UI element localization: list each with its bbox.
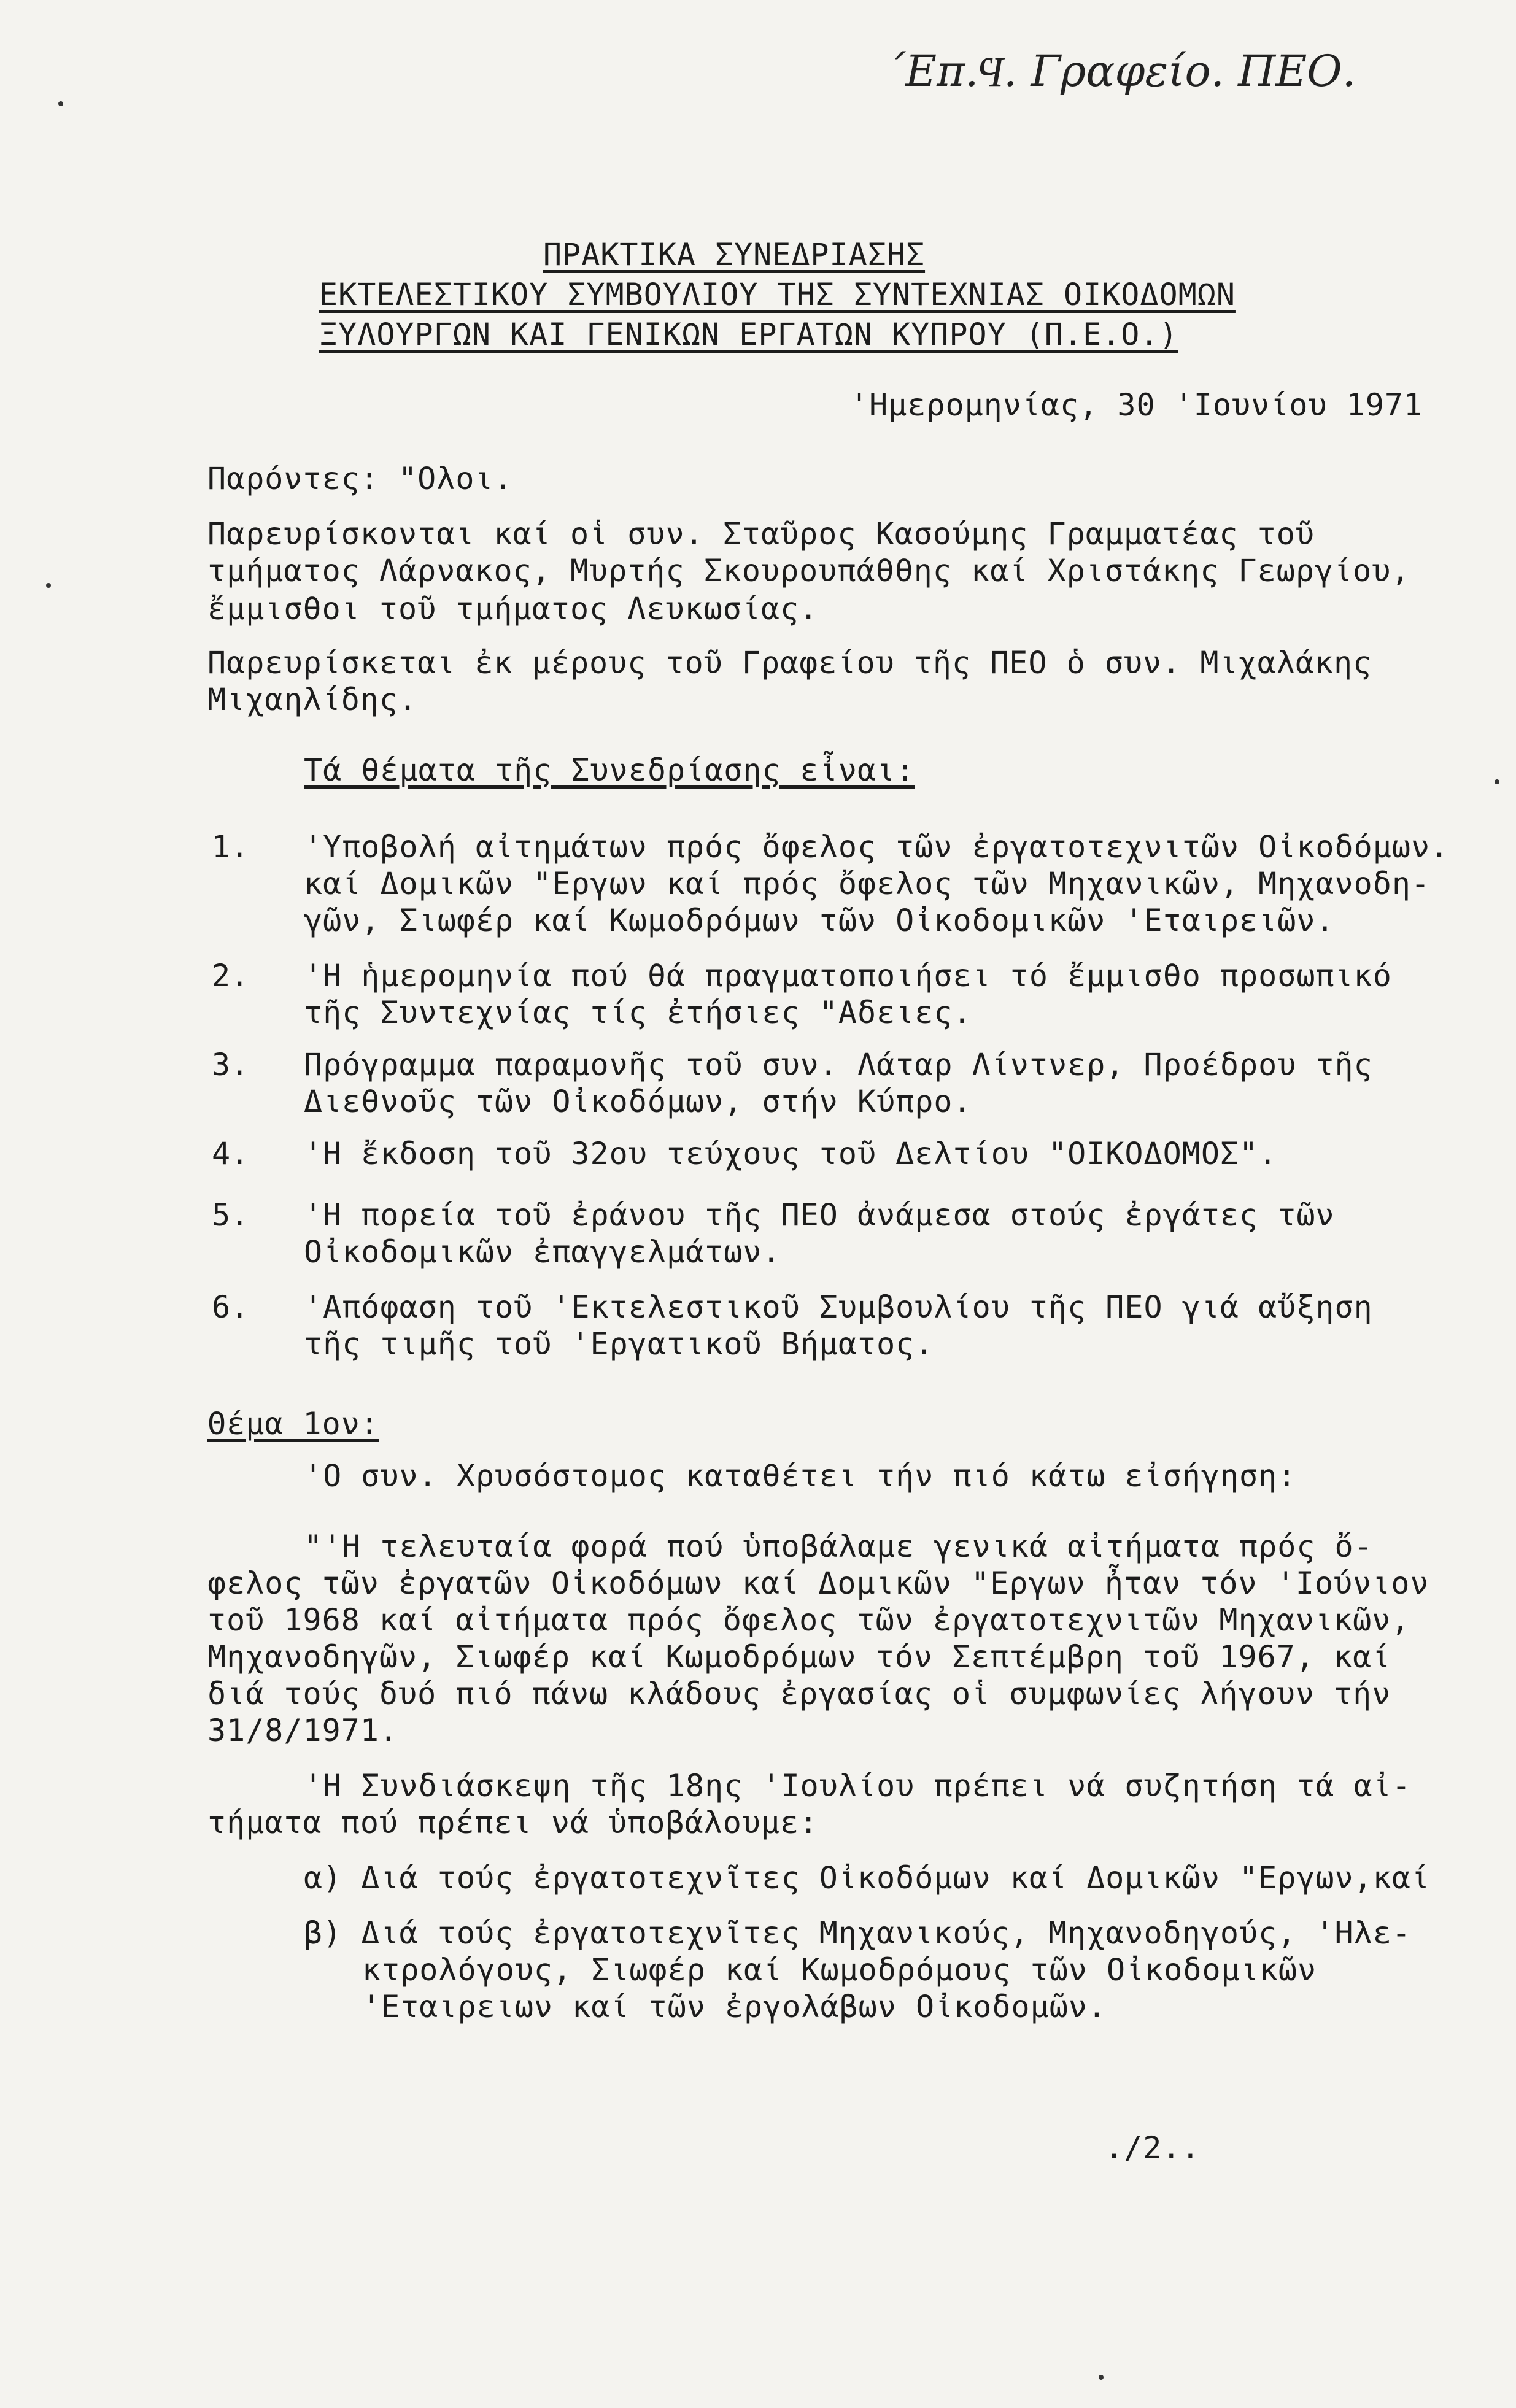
- topic1-sub-b-line2: κτρολόγους, Σιωφέρ καί Κωμοδρόμους τῶν Οἰκοδομικῶν: [362, 1952, 1317, 1988]
- agenda-item-3-line1: Πρόγραμμα παραμονῆς τοῦ συν. Λάταρ Λίντνερ, Προέδρου τῆς: [304, 1047, 1373, 1082]
- agenda-heading: Τά θέματα τῆς Συνεδρίασης εἶναι:: [304, 752, 915, 788]
- topic1-sub-a: α) Διά τούς ἐργατοτεχνῖτες Οἰκοδόμων καί Δομικῶν "Εργων,καί: [304, 1860, 1431, 1896]
- agenda-item-4-line1: 'Η ἔκδοση τοῦ 32ου τεύχους τοῦ Δελτίου "ΟΙΚΟΔΟΜΟΣ".: [304, 1136, 1278, 1171]
- agenda-item-5-line1: 'Η πορεία τοῦ ἐράνου τῆς ΠΕΟ ἀνάμεσα στούς ἐργάτες τῶν: [304, 1197, 1335, 1233]
- scan-speck: [1099, 2375, 1104, 2380]
- present-line: Παρόντες: "Ολοι.: [207, 461, 513, 496]
- title-line-3: ΞΥΛΟΥΡΓΩΝ ΚΑΙ ΓΕΝΙΚΩΝ ΕΡΓΑΤΩΝ ΚΥΠΡΟΥ (Π.Ε.Ο.): [319, 317, 1178, 352]
- attendance-para2-line2: Μιχαηλίδης.: [207, 682, 418, 717]
- agenda-item-6-line1: 'Απόφαση τοῦ 'Εκτελεστικοῦ Συμβουλίου τῆς ΠΕΟ γιά αὔξηση: [304, 1289, 1373, 1325]
- topic1-heading: Θέμα 1ον:: [207, 1406, 379, 1441]
- topic1-quote1-line1: "'Η τελευταία φορά πού ὑποβάλαμε γενικά αἰτήματα πρός ὄ-: [304, 1529, 1373, 1564]
- agenda-item-number: 1.: [212, 829, 249, 865]
- agenda-item-1-line3: γῶν, Σιωφέρ καί Κωμοδρόμων τῶν Οἰκοδομικῶν 'Εταιρειῶν.: [304, 903, 1335, 938]
- agenda-item-number: 5.: [212, 1197, 249, 1233]
- agenda-item-number: 2.: [212, 958, 249, 994]
- agenda-item-6-line2: τῆς τιμῆς τοῦ 'Εργατικοῦ Βήματος.: [304, 1326, 934, 1362]
- scan-speck: [58, 101, 63, 106]
- attendance-para1-line2: τμήματος Λάρνακος, Μυρτής Σκουρουπάθθης καί Χριστάκης Γεωργίου,: [207, 553, 1410, 588]
- agenda-item-2-line2: τῆς Συντεχνίας τίς ἐτήσιες "Αδειες.: [304, 995, 972, 1030]
- agenda-item-1-line1: 'Υποβολή αἰτημάτων πρός ὄφελος τῶν ἐργατοτεχνιτῶν Οἰκοδόμων.: [304, 829, 1450, 865]
- agenda-item-2-line1: 'Η ἡμερομηνία πού θά πραγματοποιήσει τό ἔμμισθο προσωπικό: [304, 958, 1392, 994]
- topic1-intro: 'Ο συν. Χρυσόστομος καταθέτει τήν πιό κάτω εἰσήγηση:: [304, 1458, 1297, 1494]
- topic1-quote1-line2: φελος τῶν ἐργατῶν Οἰκοδόμων καί Δομικῶν "Εργων ἦταν τόν 'Ιούνιον: [207, 1565, 1429, 1601]
- agenda-item-number: 3.: [212, 1047, 249, 1082]
- agenda-item-5-line2: Οἰκοδομικῶν ἐπαγγελμάτων.: [304, 1234, 781, 1270]
- page-continuation-marker: ./2..: [1105, 2130, 1201, 2166]
- topic1-quote1-line6: 31/8/1971.: [207, 1713, 399, 1748]
- agenda-item-number: 6.: [212, 1289, 249, 1325]
- meeting-date: 'Ημερομηνίας, 30 'Ιουνίου 1971: [850, 387, 1423, 423]
- topic1-quote1-line4: Μηχανοδηγῶν, Σιωφέρ καί Κωμοδρόμων τόν Σεπτέμβρη τοῦ 1967, καί: [207, 1639, 1391, 1675]
- topic1-quote2-line1: 'Η Συνδιάσκεψη τῆς 18ης 'Ιουλίου πρέπει νά συζητήση τά αἰ-: [304, 1768, 1411, 1804]
- handwritten-annotation: ´Επ.Ϥ. Γραφείο. ΠΕΟ.: [884, 46, 1356, 96]
- scan-speck: [46, 583, 51, 588]
- attendance-para2-line1: Παρευρίσκεται ἐκ μέρους τοῦ Γραφείου τῆς ΠΕΟ ὁ συν. Μιχαλάκης: [207, 645, 1372, 681]
- title-line-2: ΕΚΤΕΛΕΣΤΙΚΟΥ ΣΥΜΒΟΥΛΙΟΥ ΤΗΣ ΣΥΝΤΕΧΝΙΑΣ ΟΙΚΟΔΟΜΩΝ: [319, 277, 1236, 312]
- agenda-item-number: 4.: [212, 1136, 249, 1171]
- topic1-sub-b-line3: 'Εταιρειων καί τῶν ἐργολάβων Οἰκοδομῶν.: [362, 1989, 1107, 2024]
- scan-speck: [1495, 779, 1499, 784]
- topic1-quote1-line3: τοῦ 1968 καί αἰτήματα πρός ὄφελος τῶν ἐργατοτεχνιτῶν Μηχανικῶν,: [207, 1602, 1410, 1638]
- topic1-sub-b-line1: β) Διά τούς ἐργατοτεχνῖτες Μηχανικούς, Μηχανοδηγούς, 'Ηλε-: [304, 1915, 1411, 1951]
- attendance-para1-line1: Παρευρίσκονται καί οἱ συν. Σταῦρος Κασούμης Γραμματέας τοῦ: [207, 516, 1315, 552]
- title-line-1: ΠΡΑΚΤΙΚΑ ΣΥΝΕΔΡΙΑΣΗΣ: [543, 237, 926, 272]
- attendance-para1-line3: ἔμμισθοι τοῦ τμήματος Λευκωσίας.: [207, 591, 819, 627]
- topic1-quote1-line5: διά τούς δυό πιό πάνω κλάδους ἐργασίας οἱ συμφωνίες λήγουν τήν: [207, 1676, 1391, 1711]
- agenda-item-1-line2: καί Δομικῶν "Εργων καί πρός ὄφελος τῶν Μηχανικῶν, Μηχανοδη-: [304, 866, 1431, 901]
- topic1-quote2-line2: τήματα πού πρέπει νά ὑποβάλουμε:: [207, 1805, 819, 1840]
- agenda-item-3-line2: Διεθνοῦς τῶν Οἰκοδόμων, στήν Κύπρο.: [304, 1084, 972, 1119]
